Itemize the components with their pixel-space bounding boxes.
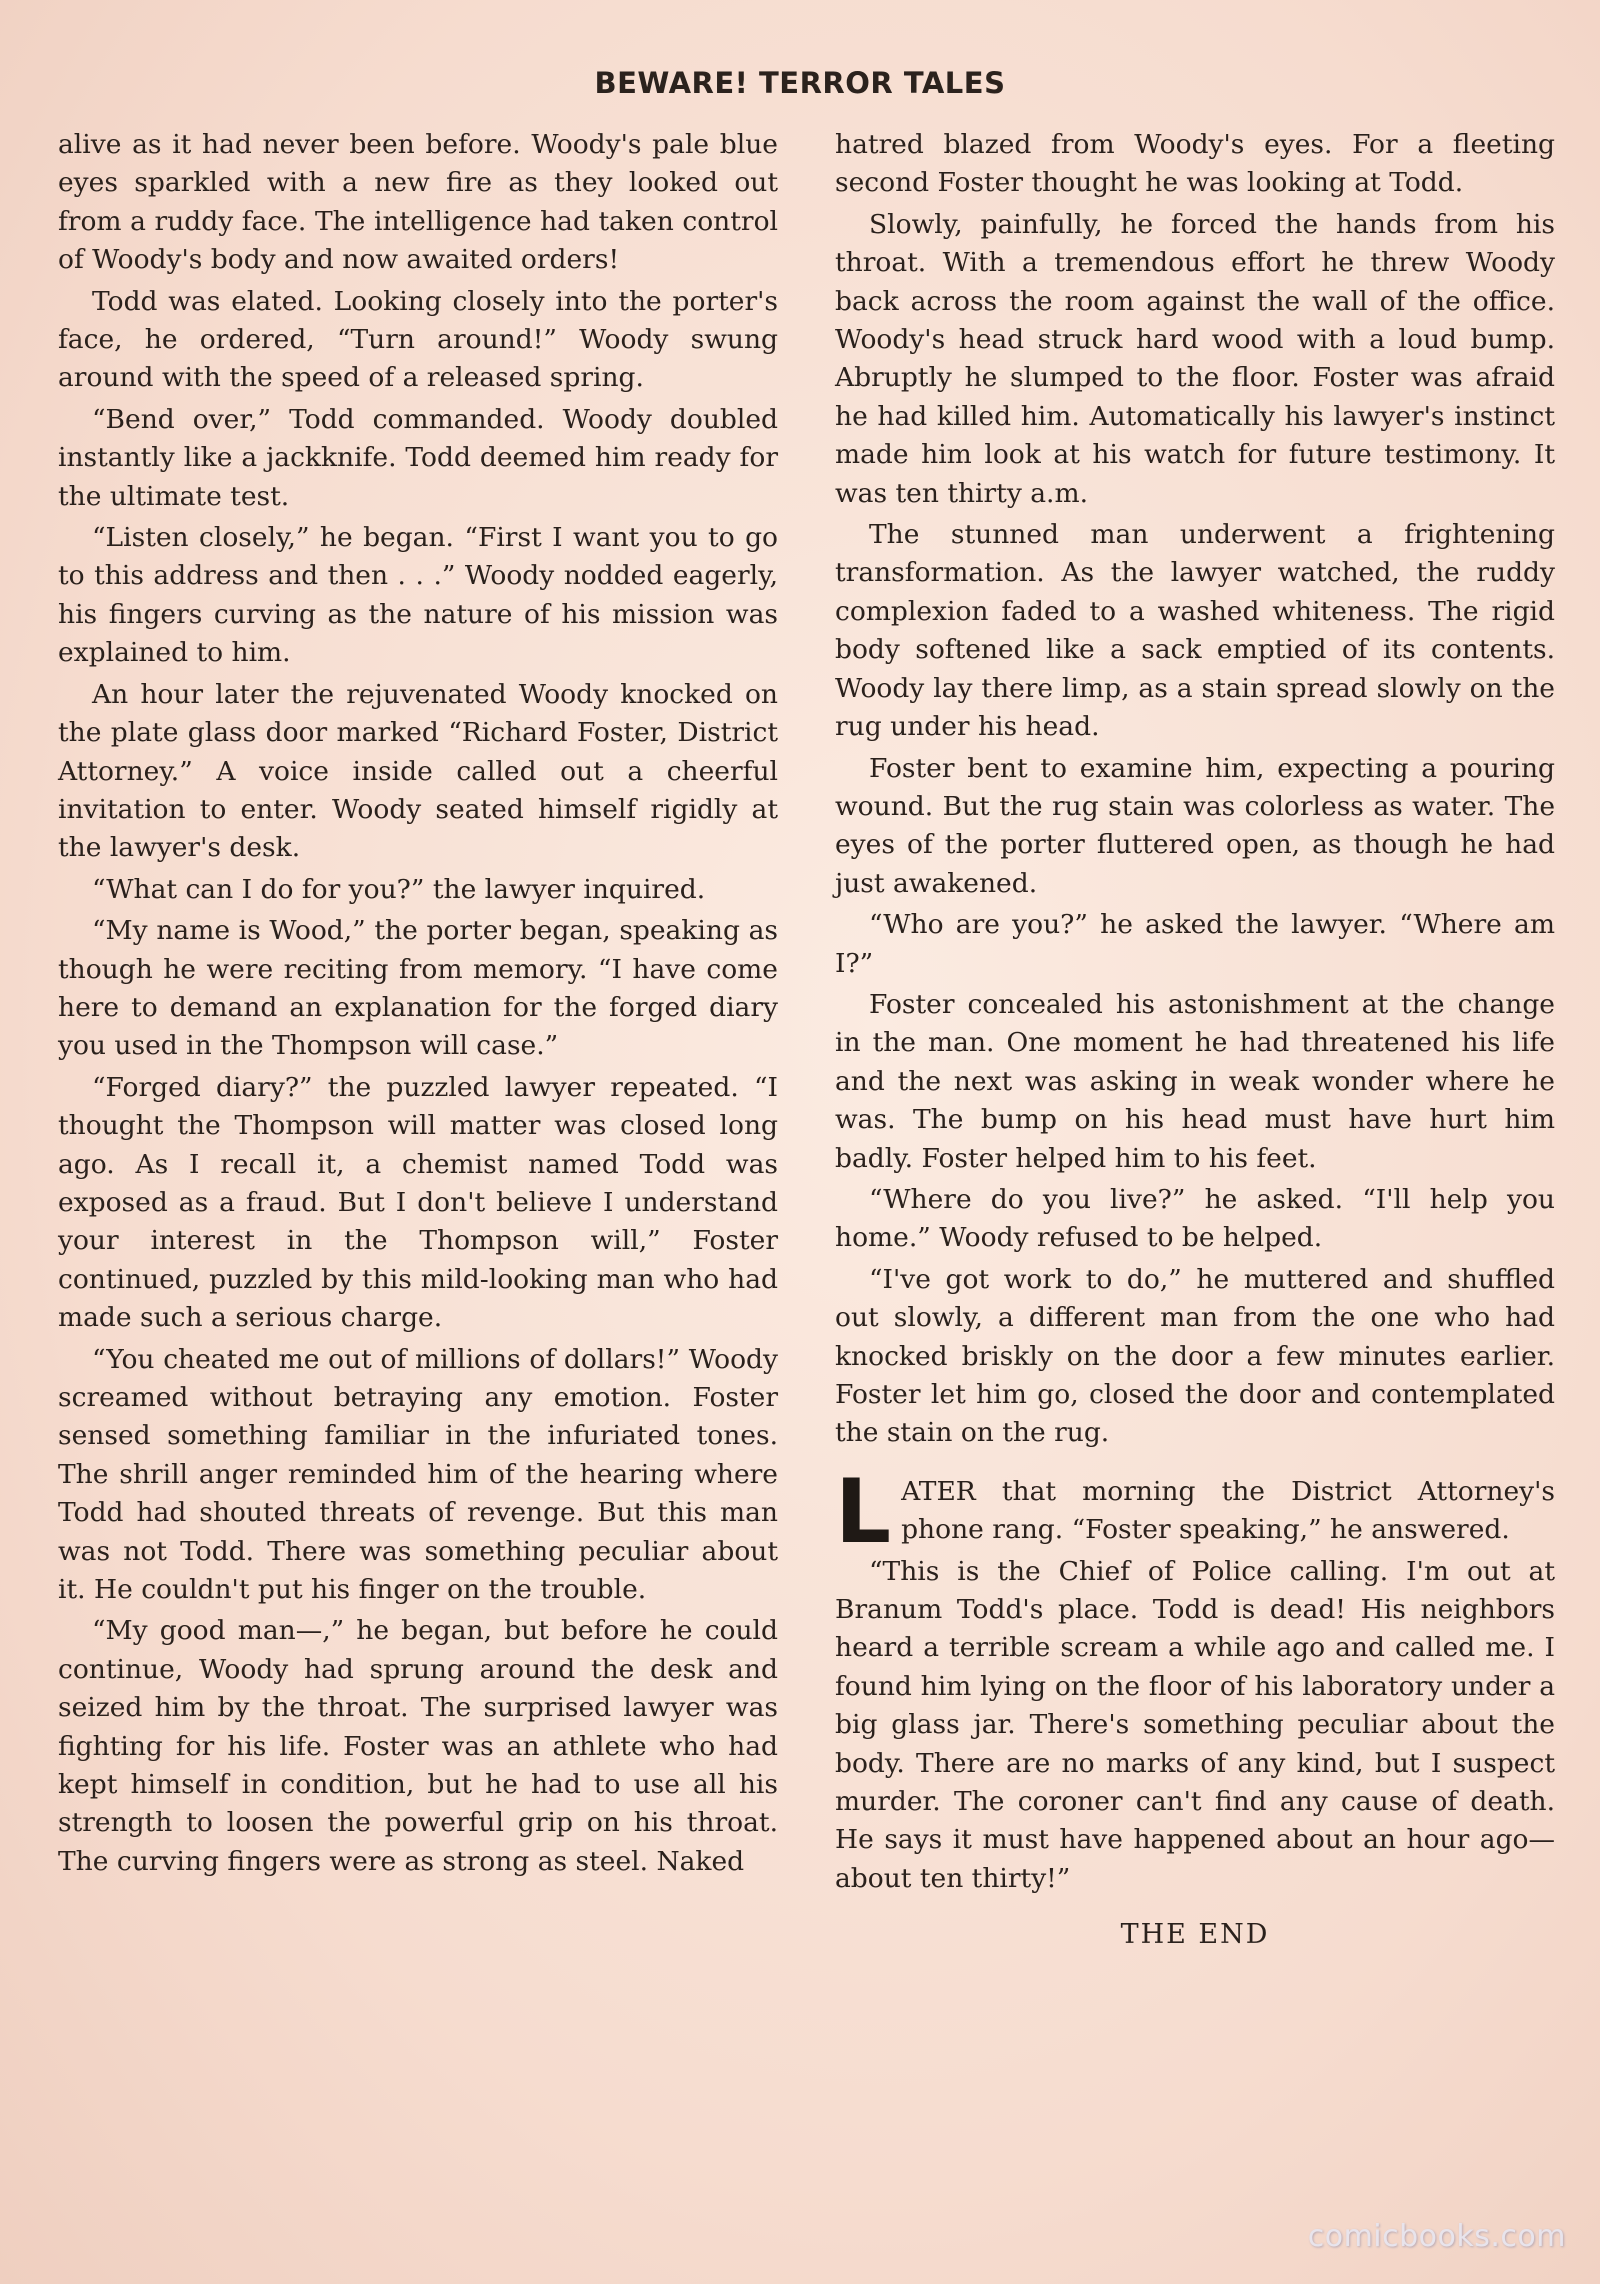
paragraph: An hour later the rejuvenated Woody knocked on the plate glass door marked “Richard Foster, District Attorney.” A voice inside called out a cheerful invitation to enter. Woody seated himself rigidly at the lawyer's desk.	[58, 678, 778, 864]
page-header: BEWARE! TERROR TALES	[594, 66, 1006, 100]
right-column	[835, 126, 1555, 1955]
the-end-label: THE END	[1120, 1919, 1270, 1951]
paragraph: Todd was elated. Looking closely into the porter's face, he ordered, “Turn around!” Woody swung around with the speed of a released spring.	[58, 285, 778, 394]
paragraph: “You cheated me out of millions of dollars!” Woody screamed without betraying any emotion. Foster sensed something familiar in the infuriated tones. The shrill anger reminded him of the hearing where Todd had shouted threats of revenge. But this man was not Todd. There was something peculiar about it. He couldn't put his finger on the trouble.	[58, 1343, 778, 1606]
paragraph: The stunned man underwent a frightening transformation. As the lawyer watched, the ruddy complexion faded to a washed whiteness. The rigid body softened like a sack emptied of its contents. Woody lay there limp, as a stain spread slowly on the rug under his head.	[835, 519, 1555, 743]
final-section-opening	[835, 1459, 1555, 1563]
paragraph: “Bend over,” Todd commanded. Woody doubled instantly like a jackknife. Todd deemed him ready for the ultimate test.	[58, 403, 778, 512]
paragraph: “Where do you live?” he asked. “I'll help you home.” Woody refused to be helped.	[835, 1183, 1555, 1254]
watermark: comicbooks.com	[1307, 2219, 1566, 2254]
paragraph: Foster bent to examine him, expecting a pouring wound. But the rug stain was colorless as water. The eyes of the porter fluttered open, as though he had just awakened.	[835, 752, 1555, 899]
left-column	[58, 126, 778, 1884]
paragraph: Slowly, painfully, he forced the hands from his throat. With a tremendous effort he threw Woody back across the room against the wall of the office. Woody's head struck hard wood with a loud bump. Abruptly he slumped to the floor. Foster was afraid he had killed him. Automatically his lawyer's instinct made him look at his watch for future testimony. It was ten thirty a.m.	[835, 208, 1555, 509]
paragraph: “Forged diary?” the puzzled lawyer repeated. “I thought the Thompson will matter was closed long ago. As I recall it, a chemist named Todd was exposed as a fraud. But I don't believe I understand your interest in the Thompson will,” Foster continued, puzzled by this mild-looking man who had made such a serious charge.	[58, 1071, 778, 1334]
paragraph: “My name is Wood,” the porter began, speaking as though he were reciting from memory. “I have come here to demand an explanation for the forged diary you used in the Thompson will case.”	[58, 915, 778, 1062]
paragraph: Foster concealed his astonishment at the change in the man. One moment he had threatened his life and the next was asking in weak wonder where he was. The bump on his head must have hurt him badly. Foster helped him to his feet.	[835, 988, 1555, 1174]
opening-text: ATER that morning the District Attorney's phone rang. “Foster speaking,” he answered.	[901, 1475, 1555, 1546]
paragraph: “My good man—,” he began, but before he could continue, Woody had sprung around the desk and seized him by the throat. The surprised lawyer was fighting for his life. Foster was an athlete who had kept himself in condition, but he had to use all his strength to loosen the powerful grip on his throat. The curving fingers were as strong as steel. Naked	[58, 1615, 778, 1877]
paragraph: “Listen closely,” he began. “First I want you to go to this address and then . . .” Woody nodded eagerly, his fingers curving as the nature of his mission was explained to him.	[58, 522, 778, 669]
paragraph: alive as it had never been before. Woody's pale blue eyes sparkled with a new fire as they looked out from a ruddy face. The intelligence had taken control of Woody's body and now awaited orders!	[58, 129, 778, 276]
paragraph: “Who are you?” he asked the lawyer. “Where am I?”	[835, 909, 1555, 979]
paragraph: hatred blazed from Woody's eyes. For a fleeting second Foster thought he was looking at Todd.	[835, 129, 1555, 199]
paragraph: “What can I do for you?” the lawyer inquired.	[92, 873, 706, 905]
paragraph: “This is the Chief of Police calling. I'm out at Branum Todd's place. Todd is dead! His neighbors heard a terrible scream a while ago and called me. I found him lying on the floor of his laboratory under a big glass jar. There's something peculiar about the body. There are no marks of any kind, but I suspect murder. The coroner can't find any cause of death. He says it must have happened about an hour ago—about ten thirty!”	[835, 1555, 1555, 1894]
drop-cap: L	[835, 1459, 892, 1563]
paragraph: “I've got work to do,” he muttered and shuffled out slowly, a different man from the one who had knocked briskly on the door a few minutes earlier. Foster let him go, closed the door and contemplated the stain on the rug.	[835, 1263, 1555, 1449]
